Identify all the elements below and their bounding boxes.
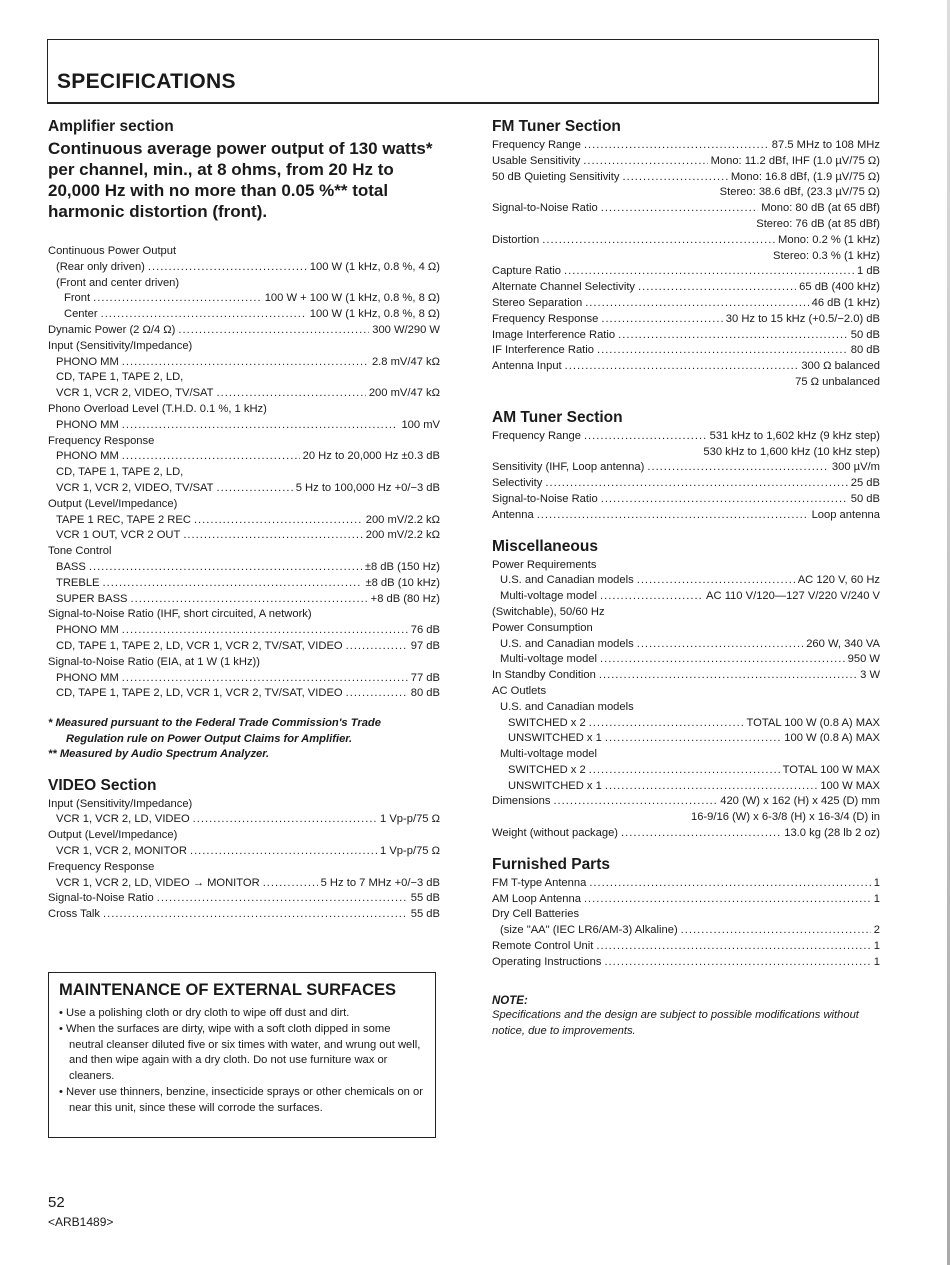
spec-value: 260 W, 340 VA [806, 637, 880, 650]
spec-row [492, 652, 880, 668]
spec-row [492, 154, 880, 170]
spec-value: 5 Hz to 7 MHz +0/−3 dB [320, 876, 440, 889]
spec-value: Loop antenna [811, 508, 880, 521]
footnote-1: * Measured pursuant to the Federal Trade Commission's Trade [48, 717, 381, 730]
left-column [48, 118, 440, 923]
spec-label: PHONO MM [56, 355, 119, 368]
am-spec-list [492, 429, 880, 524]
spec-value: 2 [873, 924, 880, 937]
spec-row [492, 359, 880, 375]
maintenance-bullet: • When the surfaces are dirty, wipe with a soft cloth dipped in some neutral cleanser diluted five or six times with water, and wrung out well, and then wipe again with a dry cloth. Do not use furniture wax or cleaners. [59, 1022, 421, 1083]
spec-heading: Input (Sensitivity/Impedance) [48, 339, 193, 352]
spec-label: Weight (without package) [492, 827, 619, 840]
spec-label: Sensitivity (IHF, Loop antenna) [492, 461, 645, 474]
spec-value: 420 (W) x 162 (H) x 425 (D) mm [720, 795, 880, 808]
spec-label: VCR 1 OUT, VCR 2 OUT [56, 529, 181, 542]
spec-value: 87.5 MHz to 108 MHz [771, 139, 880, 151]
spec-row [48, 386, 440, 402]
am-section-title: AM Tuner Section [492, 408, 623, 426]
spec-value: 200 mV/47 kΩ [368, 387, 440, 400]
leader-dots [621, 826, 781, 842]
spec-label: Stereo Separation [492, 296, 583, 309]
leader-dots [103, 576, 363, 592]
leader-dots [601, 492, 848, 508]
spec-row [492, 328, 880, 344]
spec-heading: Signal-to-Noise Ratio (IHF, short circuited, A network) [48, 608, 312, 621]
spec-heading: Multi-voltage model [500, 748, 598, 761]
spec-label: Frequency Range [492, 429, 581, 442]
spec-value: 80 dB [850, 344, 880, 357]
spec-heading: Output (Level/Impedance) [48, 829, 178, 842]
leader-dots [605, 779, 817, 795]
spec-label: Antenna Input [492, 360, 562, 373]
spec-row [48, 260, 440, 276]
spec-value: 97 dB [410, 639, 440, 652]
leader-dots [622, 170, 727, 186]
spec-row [492, 731, 880, 747]
leader-dots [601, 201, 759, 217]
fm-spec-list [492, 138, 880, 391]
spec-row [492, 201, 880, 217]
spec-label: CD, TAPE 1, TAPE 2, LD, VCR 1, VCR 2, TV/SAT, VIDEO [56, 687, 343, 700]
leader-dots [553, 794, 717, 810]
spec-label: PHONO MM [56, 671, 119, 684]
spec-value: AC 120 V, 60 Hz [797, 574, 880, 587]
spec-row [48, 481, 440, 497]
spec-row [48, 513, 440, 529]
spec-value: 2.8 mV/47 kΩ [371, 355, 440, 368]
spec-heading: Dry Cell Batteries [492, 908, 580, 921]
leader-dots [346, 639, 408, 655]
leader-dots [157, 891, 408, 907]
spec-value: Mono: 16.8 dBf, (1.9 µV/75 Ω) [730, 170, 880, 183]
spec-label: Signal-to-Noise Ratio [492, 492, 598, 505]
spec-row [492, 476, 880, 492]
spec-label: Signal-to-Noise Ratio [48, 892, 154, 905]
spec-value: 76 dB [410, 624, 440, 637]
spec-row [48, 686, 440, 702]
spec-heading: Power Requirements [492, 558, 597, 571]
spec-value-continued: Stereo: 38.6 dBf, (23.3 µV/75 Ω) [719, 186, 880, 199]
spec-label: Frequency Range [492, 139, 581, 151]
spec-label: Distortion [492, 233, 540, 246]
spec-row [48, 623, 440, 639]
spec-row [48, 844, 440, 860]
right-column [492, 118, 880, 1039]
spec-label: AM Loop Antenna [492, 892, 581, 905]
leader-dots [131, 592, 368, 608]
spec-label: Image Interference Ratio [492, 328, 616, 341]
leader-dots [122, 671, 408, 687]
spec-label: IF Interference Ratio [492, 344, 594, 357]
video-section-title: VIDEO Section [48, 776, 157, 794]
leader-dots [122, 418, 399, 434]
spec-row [48, 560, 440, 576]
spec-value-continued: 16-9/16 (W) x 6-3/8 (H) x 16-3/4 (D) in [691, 811, 880, 824]
spec-label: Alternate Channel Selectivity [492, 281, 636, 294]
spec-row [492, 460, 880, 476]
leader-dots [600, 652, 845, 668]
spec-heading: U.S. and Canadian models [500, 700, 634, 713]
spec-row [492, 573, 880, 589]
spec-row [48, 671, 440, 687]
spec-label: SWITCHED x 2 [508, 716, 586, 729]
spec-label: Multi-voltage model [500, 653, 598, 666]
spec-label: Dynamic Power (2 Ω/4 Ω) [48, 323, 176, 336]
leader-dots [194, 513, 363, 529]
leader-dots [217, 386, 366, 402]
note-body: Specifications and the design are subject to possible modifications without notice, due to improvements. [492, 1008, 859, 1037]
page-number: 52 [48, 1194, 65, 1211]
spec-row [48, 418, 440, 434]
spec-value: 950 W [847, 653, 880, 666]
leader-dots [637, 637, 803, 653]
spec-value-continued: 75 Ω unbalanced [795, 375, 880, 388]
leader-dots [589, 716, 744, 732]
spec-value: 100 W MAX [820, 779, 880, 792]
spec-label: Selectivity [492, 477, 543, 490]
parts-section-title: Furnished Parts [492, 855, 610, 873]
spec-row [492, 429, 880, 445]
leader-dots [122, 623, 408, 639]
leader-dots [122, 449, 300, 465]
spec-row [492, 170, 880, 186]
spec-value: 13.0 kg (28 lb 2 oz) [784, 827, 880, 840]
spec-row [492, 923, 880, 939]
spec-row [492, 939, 880, 955]
leader-dots [542, 233, 775, 249]
spec-label: Capture Ratio [492, 265, 562, 278]
spec-row [48, 323, 440, 339]
spec-value: 100 W (0.8 A) MAX [784, 732, 880, 745]
leader-dots [263, 876, 318, 892]
fm-section-title: FM Tuner Section [492, 118, 621, 135]
amp-footnotes [48, 716, 440, 763]
spec-value: 100 W (1 kHz, 0.8 %, 8 Ω) [309, 308, 440, 321]
spec-heading: Phono Overload Level (T.H.D. 0.1 %, 1 kHz) [48, 402, 267, 415]
spec-row [48, 907, 440, 923]
spec-heading: (Front and center driven) [56, 276, 180, 289]
leader-dots [596, 939, 870, 955]
spec-value: Mono: 11.2 dBf, IHF (1.0 µV/75 Ω) [710, 154, 880, 167]
leader-dots [178, 323, 369, 339]
leader-dots [601, 312, 722, 328]
spec-value: 55 dB [410, 892, 440, 905]
spec-value: 3 W [860, 669, 880, 682]
spec-row [492, 343, 880, 359]
spec-heading: Tone Control [48, 545, 112, 558]
leader-dots [564, 264, 854, 280]
spec-row [492, 794, 880, 810]
spec-value: ±8 dB (150 Hz) [364, 560, 440, 573]
leader-dots [589, 876, 870, 892]
spec-value: 100 W (1 kHz, 0.8 %, 4 Ω) [309, 260, 440, 273]
spec-row [492, 508, 880, 524]
spec-value: 46 dB (1 kHz) [811, 296, 880, 309]
spec-value: 531 kHz to 1,602 kHz (9 kHz step) [709, 429, 880, 442]
spec-row [492, 892, 880, 908]
spec-label: Operating Instructions [492, 955, 602, 968]
leader-dots [346, 686, 408, 702]
leader-dots [93, 291, 262, 307]
leader-dots [681, 923, 871, 939]
spec-label: SUPER BASS [56, 592, 128, 605]
spec-heading: Frequency Response [48, 434, 155, 447]
spec-row [48, 639, 440, 655]
spec-label: Frequency Response [492, 312, 599, 325]
spec-heading: (Switchable), 50/60 Hz [492, 605, 605, 618]
spec-value: 80 dB [410, 687, 440, 700]
spec-label: VCR 1, VCR 2, VIDEO, TV/SAT [56, 387, 214, 400]
spec-value-continued: 530 kHz to 1,600 kHz (10 kHz step) [703, 445, 880, 458]
leader-dots [597, 343, 848, 359]
spec-heading: AC Outlets [492, 684, 547, 697]
spec-row [492, 492, 880, 508]
spec-row [492, 876, 880, 892]
spec-value: 1 Vp-p/75 Ω [380, 845, 440, 857]
video-spec-list [48, 797, 440, 923]
maintenance-bullet: • Never use thinners, benzine, insecticide sprays or other chemicals on or near this unit, since these will corrode the surfaces. [59, 1085, 423, 1114]
spec-value: 300 W/290 W [372, 323, 440, 336]
spec-row [48, 528, 440, 544]
maintenance-title: MAINTENANCE OF EXTERNAL SURFACES [59, 981, 397, 999]
leader-dots [647, 460, 829, 476]
spec-label: U.S. and Canadian models [500, 637, 634, 650]
spec-row [492, 280, 880, 296]
spec-label: SWITCHED x 2 [508, 763, 586, 776]
spec-label: In Standby Condition [492, 669, 596, 682]
leader-dots [183, 528, 362, 544]
spec-value: 200 mV/2.2 kΩ [365, 529, 440, 542]
spec-label: BASS [56, 560, 86, 573]
spec-label: VCR 1, VCR 2, LD, VIDEO [56, 813, 190, 826]
spec-label: PHONO MM [56, 418, 119, 431]
maintenance-box [48, 972, 436, 1138]
document-code: <ARB1489> [48, 1215, 114, 1229]
spec-value: 100 mV [401, 418, 440, 431]
spec-heading: Frequency Response [48, 860, 155, 873]
spec-value: 5 Hz to 100,000 Hz +0/−3 dB [295, 481, 440, 494]
spec-label: U.S. and Canadian models [500, 574, 634, 587]
spec-value: 300 µV/m [831, 461, 880, 474]
spec-value: 1 [873, 892, 880, 905]
spec-value: TOTAL 100 W MAX [782, 763, 880, 776]
misc-spec-list [492, 558, 880, 842]
spec-value: 200 mV/2.2 kΩ [365, 513, 440, 526]
leader-dots [101, 307, 307, 323]
leader-dots [190, 844, 377, 860]
spec-row [48, 449, 440, 465]
amp-spec-list [48, 244, 440, 702]
spec-label: Center [64, 308, 98, 321]
spec-value: 65 dB (400 kHz) [799, 281, 880, 294]
leader-dots [217, 481, 293, 497]
leader-dots [584, 429, 707, 445]
spec-label: (size "AA" (IEC LR6/AM-3) Alkaline) [500, 924, 678, 937]
spec-label: PHONO MM [56, 624, 119, 637]
spec-value-continued: Stereo: 76 dB (at 85 dBf) [756, 217, 880, 230]
spec-value: 1 dB [856, 265, 880, 278]
spec-label: VCR 1, VCR 2, LD, VIDEO → MONITOR [56, 876, 260, 889]
spec-label: FM T-type Antenna [492, 876, 587, 889]
spec-row [492, 637, 880, 653]
amp-headline: Continuous average power output of 130 watts* per channel, min., at 8 ohms, from 20 Hz to 20,000 Hz with no more than 0.05 %** total harmonic distortion (front). [48, 139, 433, 221]
spec-label: TAPE 1 REC, TAPE 2 REC [56, 513, 191, 526]
leader-dots [193, 812, 377, 828]
leader-dots [638, 280, 796, 296]
parts-list [492, 876, 880, 971]
spec-label: CD, TAPE 1, TAPE 2, LD, VCR 1, VCR 2, TV/SAT, VIDEO [56, 639, 343, 652]
spec-label: 50 dB Quieting Sensitivity [492, 170, 620, 183]
spec-value: 20 Hz to 20,000 Hz ±0.3 dB [302, 450, 440, 463]
spec-heading: CD, TAPE 1, TAPE 2, LD, [56, 466, 184, 479]
spec-label: TREBLE [56, 576, 100, 589]
spec-row [48, 876, 440, 892]
spec-value: TOTAL 100 W (0.8 A) MAX [746, 716, 880, 729]
spec-value: 1 [873, 876, 880, 889]
note-heading: NOTE: [492, 994, 528, 1007]
leader-dots [637, 573, 795, 589]
spec-row [492, 233, 880, 249]
spec-value: Mono: 80 dB (at 65 dBf) [761, 202, 880, 215]
spec-heading: CD, TAPE 1, TAPE 2, LD, [56, 371, 184, 384]
amp-section-title: Amplifier section [48, 118, 174, 135]
spec-value: 50 dB [850, 492, 880, 505]
leader-dots [604, 955, 870, 971]
spec-heading: Continuous Power Output [48, 245, 177, 257]
spec-heading: Output (Level/Impedance) [48, 497, 178, 510]
spec-label: Multi-voltage model [500, 590, 598, 603]
leader-dots [584, 138, 769, 154]
footnote-1-cont: Regulation rule on Power Output Claims for Amplifier. [66, 732, 353, 745]
spec-label: Remote Control Unit [492, 940, 594, 953]
spec-row [492, 955, 880, 971]
spec-heading: Input (Sensitivity/Impedance) [48, 797, 193, 810]
spec-row [48, 891, 440, 907]
spec-value: 30 Hz to 15 kHz (+0.5/−2.0) dB [725, 312, 880, 325]
spec-value: 50 dB [850, 328, 880, 341]
spec-heading: Power Consumption [492, 621, 593, 634]
footnote-2: ** Measured by Audio Spectrum Analyzer. [48, 748, 270, 761]
leader-dots [589, 763, 780, 779]
spec-label: UNSWITCHED x 1 [508, 779, 602, 792]
spec-row [492, 589, 880, 605]
spec-value-continued: Stereo: 0.3 % (1 kHz) [773, 249, 880, 262]
spec-row [492, 779, 880, 795]
spec-row [48, 355, 440, 371]
spec-label: Cross Talk [48, 908, 101, 921]
leader-dots [122, 355, 369, 371]
spec-value: 77 dB [410, 671, 440, 684]
spec-value: 1 [873, 940, 880, 953]
spec-label: Signal-to-Noise Ratio [492, 202, 598, 215]
leader-dots [537, 508, 809, 524]
spec-value: 300 Ω balanced [801, 360, 880, 373]
spec-row [48, 576, 440, 592]
spec-row [48, 307, 440, 323]
spec-row [492, 138, 880, 154]
spec-value: 1 Vp-p/75 Ω [380, 813, 440, 826]
leader-dots [585, 296, 808, 312]
spec-label: Front [64, 292, 91, 305]
spec-value: 100 W + 100 W (1 kHz, 0.8 %, 8 Ω) [264, 292, 440, 305]
spec-row [492, 763, 880, 779]
spec-value: 1 [873, 955, 880, 968]
spec-row [48, 812, 440, 828]
leader-dots [103, 907, 408, 923]
leader-dots [148, 260, 307, 276]
spec-label: VCR 1, VCR 2, VIDEO, TV/SAT [56, 481, 214, 494]
leader-dots [545, 476, 847, 492]
leader-dots [584, 892, 871, 908]
spec-row [492, 668, 880, 684]
spec-label: UNSWITCHED x 1 [508, 732, 602, 745]
spec-row [492, 296, 880, 312]
spec-row [492, 716, 880, 732]
leader-dots [618, 328, 848, 344]
spec-row [492, 264, 880, 280]
spec-label: (Rear only driven) [56, 260, 145, 273]
maintenance-bullet: • Use a polishing cloth or dry cloth to wipe off dust and dirt. [59, 1007, 350, 1019]
leader-dots [583, 154, 707, 170]
leader-dots [89, 560, 362, 576]
spec-row [492, 312, 880, 328]
spec-row [48, 592, 440, 608]
spec-value: ±8 dB (10 kHz) [365, 576, 440, 589]
spec-value: 25 dB [850, 477, 880, 490]
spec-label: PHONO MM [56, 450, 119, 463]
leader-dots [605, 731, 781, 747]
leader-dots [599, 668, 857, 684]
spec-value: 55 dB [410, 908, 440, 921]
spec-label: Dimensions [492, 795, 551, 808]
spec-label: VCR 1, VCR 2, MONITOR [56, 845, 187, 857]
spec-row [48, 291, 440, 307]
misc-section-title: Miscellaneous [492, 537, 598, 555]
spec-heading: Signal-to-Noise Ratio (EIA, at 1 W (1 kHz)) [48, 655, 260, 668]
spec-value: +8 dB (80 Hz) [370, 592, 440, 605]
leader-dots [565, 359, 799, 375]
leader-dots [600, 589, 703, 605]
spec-value: AC 110 V/120—127 V/220 V/240 V [706, 590, 880, 603]
page-title: SPECIFICATIONS [57, 70, 236, 93]
spec-value: Mono: 0.2 % (1 kHz) [778, 233, 880, 246]
spec-label: Usable Sensitivity [492, 154, 581, 167]
spec-label: Antenna [492, 508, 534, 521]
spec-row [492, 826, 880, 842]
